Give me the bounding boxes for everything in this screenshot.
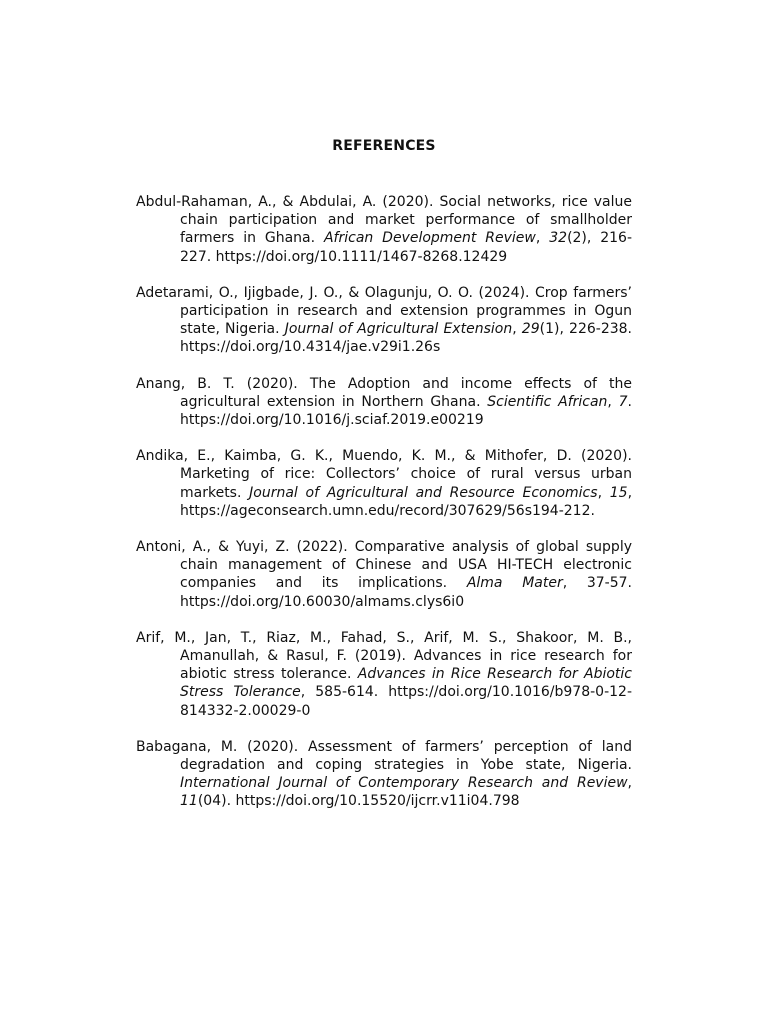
reference-pages: 226-238. <box>569 321 632 338</box>
reference-pages: 37-57. <box>586 575 632 592</box>
reference-journal: Scientific African <box>487 393 608 410</box>
reference-doi-link[interactable]: https://doi.org/10.1111/1467-8268.12429 <box>215 248 508 265</box>
reference-title: The Adoption and income effects of the agricultural extension in Northern Ghana. <box>180 375 633 410</box>
reference-entry: Arif, M., Jan, T., Riaz, M., Fahad, S., Arif, M. S., Shakoor, M. B., Amanullah, & Rasul, F. (2019). Advances in rice research for abiotic stress tolerance. Advances in Rice Research for Abiotic Stress Tolerance, 585-614. https://doi.org/10.1016/b978-0-12-814332-2.00029-0 <box>136 629 633 719</box>
page-title: REFERENCES <box>332 138 436 154</box>
reference-volume: 15 <box>609 484 628 501</box>
reference-volume: 7 <box>618 393 628 410</box>
reference-authors: Andika, E., Kaimba, G. K., Muendo, K. M., & Mithofer, D. (2020). <box>136 448 632 465</box>
reference-journal: Journal of Agricultural Extension <box>284 321 513 338</box>
reference-pages: 216-227. <box>180 230 633 265</box>
reference-authors: Adetarami, O., Ijigbade, J. O., & Olagunju, O. O. (2024). <box>136 284 530 301</box>
reference-issue: (04). <box>197 793 232 810</box>
reference-entry: Andika, E., Kaimba, G. K., Muendo, K. M., & Mithofer, D. (2020). Marketing of rice: Collectors’ choice of rural versus urban markets. Journal of Agricultural and Resource Economics, 15, https://ageconsearch.umn.edu/record/307629/56s194-212. <box>136 448 633 519</box>
reference-title: Social networks, rice value chain participation and market performance of smallholder farmers in Ghana. <box>180 194 633 247</box>
reference-list <box>136 193 632 829</box>
reference-doi-link[interactable]: https://doi.org/10.60030/almams.clys6i0 <box>180 593 465 610</box>
reference-entry: Adetarami, O., Ijigbade, J. O., & Olagunju, O. O. (2024). Crop farmers’ participation in research and extension programmes in Ogun state, Nigeria. Journal of Agricultural Extension, 29(1), 226-238. https://doi.org/10.4314/jae.v29i1.26s <box>136 284 632 356</box>
reference-journal: Alma Mater <box>466 575 563 592</box>
reference-volume: 32 <box>549 230 568 247</box>
reference-volume: 11 <box>180 793 198 810</box>
reference-entry: Antoni, A., & Yuyi, Z. (2022). Comparative analysis of global supply chain management of Chinese and USA HI-TECH electronic companies and its implications. Alma Mater, 37-57. https://doi.org/10.60030/almams.clys6i0 <box>136 539 632 610</box>
reference-doi-link[interactable]: https://doi.org/10.1016/b978-0-12-814332-2.00029-0 <box>180 684 632 719</box>
reference-title: Advances in rice research for abiotic stress tolerance. <box>180 648 632 683</box>
reference-entry: Babagana, M. (2020). Assessment of farmers’ perception of land degradation and coping strategies in Yobe state, Nigeria. International Journal of Contemporary Research and Review, 11(04). https://doi.org/10.15520/ijcrr.v11i04.798 <box>136 738 633 810</box>
reference-issue: (2), <box>567 230 592 247</box>
reference-title: Assessment of farmers’ perception of land degradation and coping strategies in Yobe state, Nigeria. <box>180 738 633 774</box>
reference-authors: Antoni, A., & Yuyi, Z. (2022). <box>136 539 348 556</box>
reference-authors: Anang, B. T. (2020). <box>136 375 298 392</box>
reference-authors: Babagana, M. (2020). <box>136 738 299 755</box>
reference-authors: Arif, M., Jan, T., Riaz, M., Fahad, S., Arif, M. S., Shakoor, M. B., Amanullah, & Rasul, F. (2019). <box>136 629 632 665</box>
reference-pages: 585-614. <box>315 684 379 701</box>
reference-title: Crop farmers’ participation in research and extension programmes in Ogun state, Nigeria. <box>180 284 632 338</box>
reference-doi-link[interactable]: https://ageconsearch.umn.edu/record/307629/56s194-212. <box>180 502 595 519</box>
reference-title: Marketing of rice: Collectors’ choice of rural versus urban markets. <box>180 466 632 501</box>
reference-issue: (1), <box>539 321 564 338</box>
reference-doi-link[interactable]: https://doi.org/10.1016/j.sciaf.2019.e00219 <box>180 412 484 429</box>
reference-doi-link[interactable]: https://doi.org/10.4314/jae.v29i1.26s <box>180 339 441 356</box>
reference-entry: Abdul-Rahaman, A., & Abdulai, A. (2020). Social networks, rice value chain participation and market performance of smallholder farmers in Ghana. African Development Review, 32(2), 216-227. https://doi.org/10.1111/1467-8268.12429 <box>136 194 633 265</box>
reference-title: Comparative analysis of global supply chain management of Chinese and USA HI-TECH electronic companies and its implications. <box>180 539 632 592</box>
reference-volume: 29 <box>521 321 540 338</box>
reference-journal: Journal of Agricultural and Resource Economics <box>249 484 598 501</box>
reference-journal: African Development Review <box>323 230 536 247</box>
reference-doi-link[interactable]: https://doi.org/10.15520/ijcrr.v11i04.798 <box>235 793 520 810</box>
reference-journal: Advances in Rice Research for Abiotic Stress Tolerance <box>180 666 633 701</box>
reference-journal: International Journal of Contemporary Research and Review <box>180 775 628 792</box>
reference-authors: Abdul-Rahaman, A., & Abdulai, A. (2020). <box>136 194 434 210</box>
reference-entry: Anang, B. T. (2020). The Adoption and income effects of the agricultural extension in Northern Ghana. Scientific African, 7. https://doi.org/10.1016/j.sciaf.2019.e00219 <box>136 375 633 429</box>
